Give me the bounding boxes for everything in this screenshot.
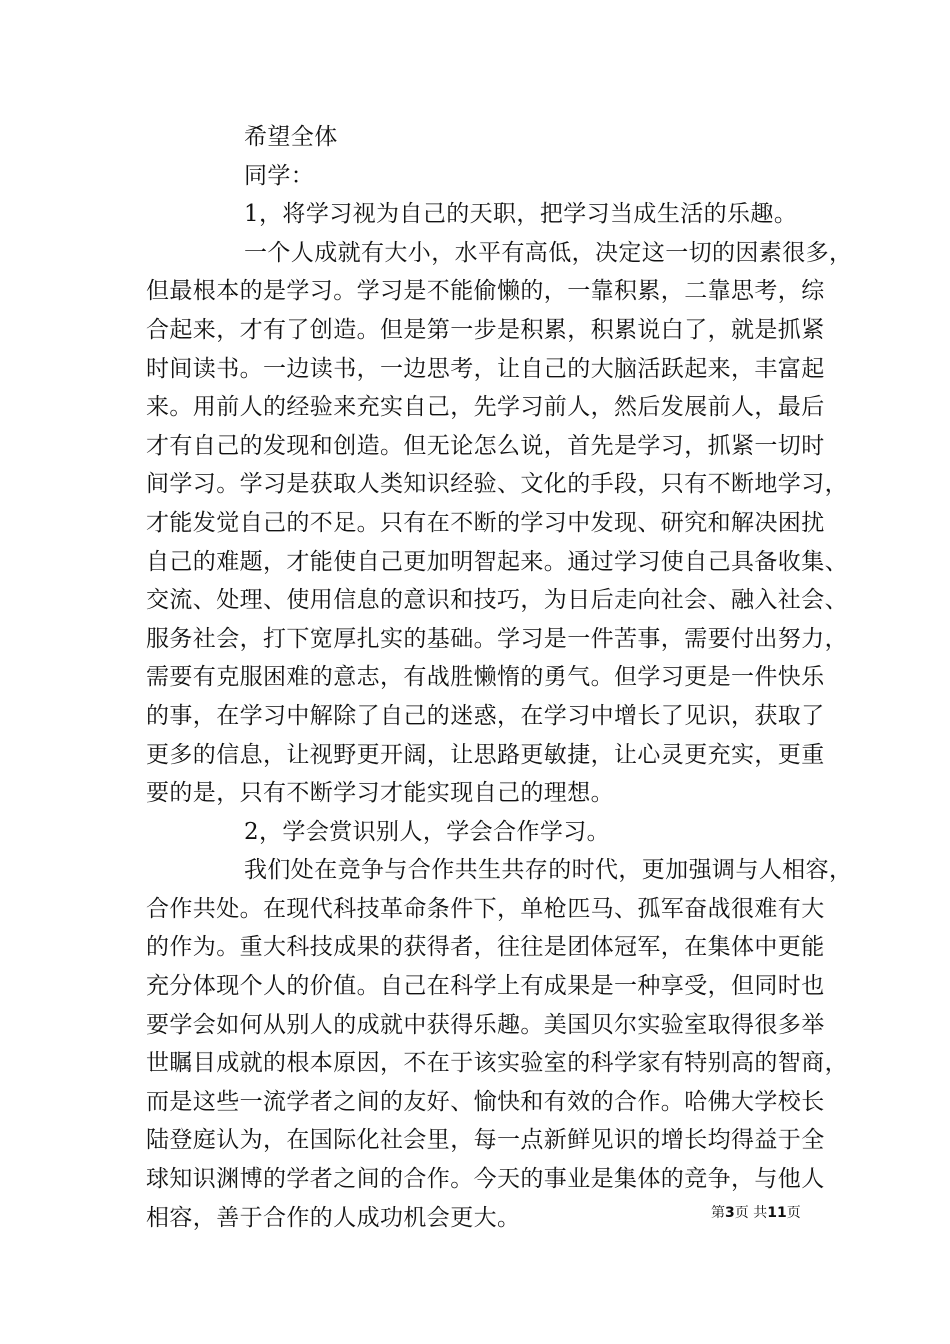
page-footer bbox=[711, 1204, 801, 1222]
greeting-line: 希望全体 bbox=[244, 124, 338, 150]
paragraph-line: 服务社会，打下宽厚扎实的基础。学习是一件苦事，需要付出努力， bbox=[146, 625, 848, 652]
paragraph-line: 球知识渊博的学者之间的合作。今天的事业是集体的竞争，与他人 bbox=[146, 1166, 825, 1193]
paragraph-line: 世瞩目成就的根本原因，不在于该实验室的科学家有特别高的智商， bbox=[146, 1050, 848, 1077]
paragraph-line: 自己的难题，才能使自己更加明智起来。通过学习使自己具备收集、 bbox=[146, 548, 848, 575]
greeting-line: 同学： bbox=[244, 162, 315, 189]
total-page-number: 11 bbox=[767, 1205, 787, 1221]
paragraph-line: 但最根本的是学习。学习是不能偷懒的，一靠积累，二靠思考，综 bbox=[146, 278, 825, 305]
paragraph-line: 需要有克服困难的意志，有战胜懒惰的勇气。但学习更是一件快乐 bbox=[146, 664, 825, 691]
paragraph-line: 相容，善于合作的人成功机会更大。 bbox=[146, 1204, 521, 1231]
paragraph-line: 一个人成就有大小，水平有高低，决定这一切的因素很多， bbox=[244, 239, 853, 266]
footer-prefix: 第 bbox=[711, 1205, 725, 1221]
paragraph-line: 合起来，才有了创造。但是第一步是积累，积累说白了，就是抓紧 bbox=[146, 316, 825, 343]
document-body bbox=[146, 118, 853, 1237]
paragraph-line: 合作共处。在现代科技革命条件下，单枪匹马、孤军奋战很难有大 bbox=[146, 895, 825, 922]
current-page-number: 3 bbox=[725, 1205, 735, 1221]
paragraph-line: 更多的信息，让视野更开阔，让思路更敏捷，让心灵更充实，更重 bbox=[146, 741, 825, 768]
paragraph-line: 间学习。学习是获取人类知识经验、文化的手段，只有不断地学习， bbox=[146, 471, 848, 498]
paragraph-line: 的事，在学习中解除了自己的迷惑，在学习中增长了见识，获取了 bbox=[146, 702, 825, 729]
paragraph-line: 充分体现个人的价值。自己在科学上有成果是一种享受，但同时也 bbox=[146, 973, 825, 1000]
paragraph-line: 交流、处理、使用信息的意识和技巧，为日后走向社会、融入社会、 bbox=[146, 587, 848, 614]
paragraph-line: 而是这些一流学者之间的友好、愉快和有效的合作。哈佛大学校长 bbox=[146, 1088, 825, 1115]
section-heading: 2，学会赏识别人，学会合作学习。 bbox=[244, 818, 611, 845]
paragraph-line: 要的是，只有不断学习才能实现自己的理想。 bbox=[146, 780, 614, 807]
paragraph-line: 的作为。重大科技成果的获得者，往往是团体冠军，在集体中更能 bbox=[146, 934, 825, 961]
paragraph-line: 要学会如何从别人的成就中获得乐趣。美国贝尔实验室取得很多举 bbox=[146, 1011, 825, 1038]
paragraph-line: 来。用前人的经验来充实自己，先学习前人，然后发展前人，最后 bbox=[146, 394, 825, 421]
paragraph-line: 我们处在竞争与合作共生共存的时代，更加强调与人相容， bbox=[244, 857, 853, 884]
footer-middle: 页 共 bbox=[734, 1205, 768, 1221]
paragraph-line: 时间读书。一边读书，一边思考，让自己的大脑活跃起来，丰富起 bbox=[146, 355, 825, 382]
paragraph-line: 才能发觉自己的不足。只有在不断的学习中发现、研究和解决困扰 bbox=[146, 509, 825, 536]
paragraph-line: 陆登庭认为，在国际化社会里，每一点新鲜见识的增长均得益于全 bbox=[146, 1127, 825, 1154]
footer-suffix: 页 bbox=[786, 1205, 801, 1221]
paragraph-line: 才有自己的发现和创造。但无论怎么说，首先是学习，抓紧一切时 bbox=[146, 432, 825, 459]
section-heading: 1，将学习视为自己的天职，把学习当成生活的乐趣。 bbox=[244, 201, 798, 228]
